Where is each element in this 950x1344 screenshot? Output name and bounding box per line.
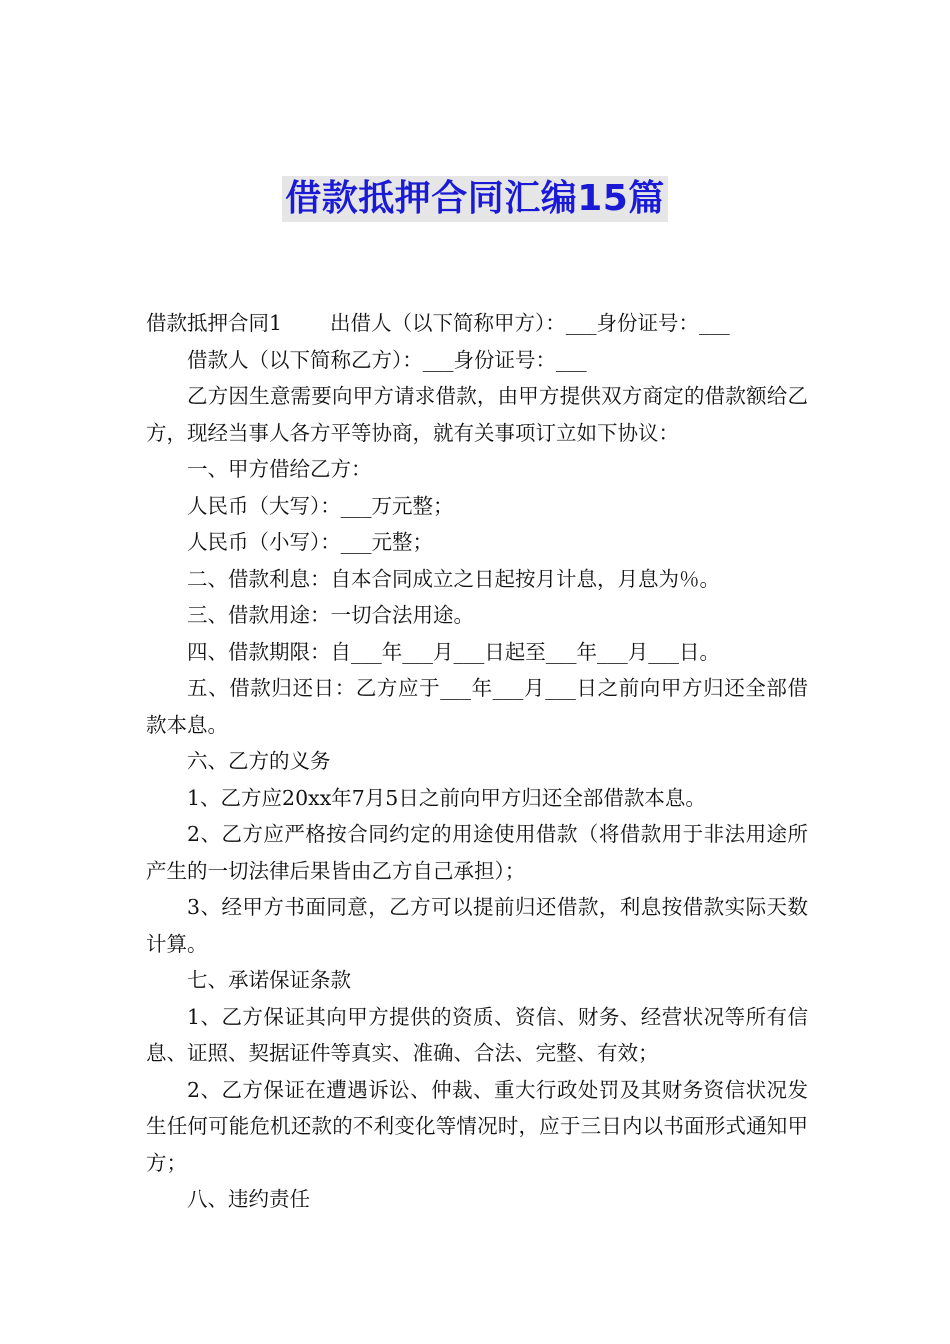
document-title-text: 借款抵押合同汇编15篇: [282, 176, 668, 222]
paragraph: 三、借款用途：一切合法用途。: [187, 603, 474, 627]
paragraph: 七、承诺保证条款: [187, 968, 351, 992]
paragraph: 二、借款利息：自本合同成立之日起按月计息，月息为％。: [187, 566, 720, 591]
paragraph: 人民币（大写）：___万元整；: [187, 493, 454, 518]
paragraph: 2、乙方应严格按合同约定的用途使用借款（将借款用于非法用途所产生的一切法律后果皆由乙方自己承担）；: [146, 822, 808, 883]
paragraph: 1、乙方应20xx年7月5日之前向甲方归还全部借款本息。: [187, 785, 706, 810]
document-title: [0, 176, 950, 222]
paragraph: 一、甲方借给乙方：: [187, 457, 372, 481]
paragraph: 3、经甲方书面同意，乙方可以提前归还借款，利息按借款实际天数计算。: [146, 895, 808, 956]
paragraph: 五、借款归还日：乙方应于___年___月___日之前向甲方归还全部借款本息。: [146, 676, 808, 737]
paragraph: 人民币（小写）：___元整；: [187, 530, 433, 554]
contract-heading: 借款抵押合同1: [146, 311, 283, 335]
lender-line: 出借人（以下简称甲方）：___身份证号：___: [330, 311, 730, 335]
paragraph: 2、乙方保证在遭遇诉讼、仲裁、重大行政处罚及其财务资信状况发生任何可能危机还款的不利变化等情况时，应于三日内以书面形式通知甲方；: [146, 1077, 808, 1175]
first-line: [146, 305, 808, 342]
document-body: [146, 305, 808, 1218]
paragraph: 八、违约责任: [187, 1187, 310, 1211]
paragraph: 六、乙方的义务: [187, 749, 331, 773]
paragraph: 乙方因生意需要向甲方请求借款，由甲方提供双方商定的借款额给乙方，现经当事人各方平等协商，就有关事项订立如下协议：: [146, 384, 808, 445]
paragraph: 四、借款期限：自___年___月___日起至___年___月___日。: [187, 639, 720, 664]
paragraph: 借款人（以下简称乙方）：___身份证号：___: [187, 347, 587, 372]
paragraph: 1、乙方保证其向甲方提供的资质、资信、财务、经营状况等所有信息、证照、契据证件等真实、准确、合法、完整、有效；: [146, 1004, 808, 1065]
